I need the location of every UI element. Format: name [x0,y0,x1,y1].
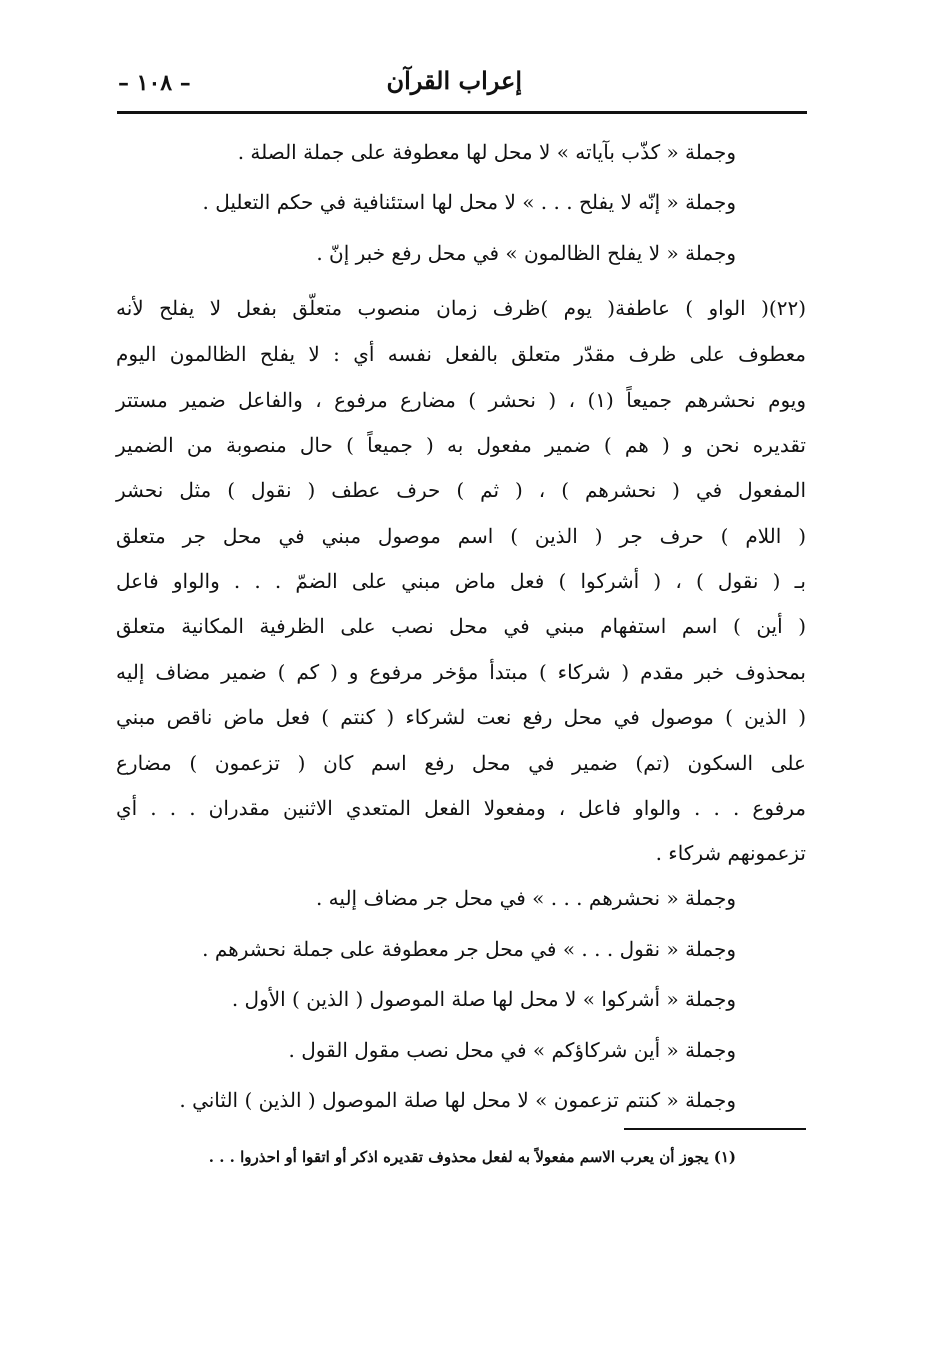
sentences-top [136,140,736,290]
paragraph-line: معطوف على ظرف مقدّر متعلق بالفعل نفسه أي : لا يفلح الظالمون اليوم [116,342,806,366]
sentence-line: وجملة « نحشرهم . . . » في محل جر مضاف إليه . [315,886,736,910]
paragraph-line: (٢٢)( الواو ) عاطفة( يوم )ظرف زمان منصوب متعلّق بفعل لا يفلح لأنه [116,296,806,320]
paragraph-line: تقديره نحن و ( هم ) ضمير مفعول به ( جميعاً ) حال منصوبة من الضمير [116,433,806,457]
sentence-line: وجملة « نقول . . . » في محل جر معطوفة على جملة نحشرهم . [202,937,736,961]
footnote-rule [624,1128,806,1130]
analysis-paragraph [116,296,806,876]
paragraph-line: ( الذين ) موصول في محل رفع نعت لشركاء ( كنتم ) فعل ماض ناقص مبني [116,705,806,729]
paragraph-line: ( أين ) اسم استفهام مبني في محل نصب على الظرفية المكانية متعلق [116,614,806,638]
paragraph-line: بمحذوف خبر مقدم ( شركاء ) مبتدأ مؤخر مرفوع و ( كم ) ضمير مضاف إليه [116,660,806,684]
header-rule [117,111,807,114]
paragraph-line: على السكون (تم) ضمير في محل رفع اسم كان ( تزعمون ) مضارع [116,751,806,775]
sentence-line: وجملة « لا يفلح الظالمون » في محل رفع خبر إنّ . [316,241,736,265]
sentences-bottom [136,886,736,1116]
page-header [118,64,806,108]
sentence-line: وجملة « كذّب بآياته » لا محل لها معطوفة على جملة الصلة . [237,140,736,164]
footnote: (١) يجوز أن يعرب الاسم مفعولاً به لفعل محذوف تقديره اذكر أو اتقوا أو احذروا . . . [208,1148,736,1166]
paragraph-line: ( اللام ) حرف جر ( الذين ) اسم موصول مبني في محل جر متعلق [116,524,806,548]
running-title: إعراب القرآن [386,66,522,95]
paragraph-line: ويوم نحشرهم جميعاً (١) ، ( نحشر ) مضارع مرفوع ، والفاعل ضمير مستتر [116,388,807,412]
paragraph-line: تزعمونهم شركاء . [655,841,806,865]
paragraph-line: المفعول في ( نحشرهم ) ، ( ثم ) حرف عطف ( نقول ) مثل نحشر [116,478,806,502]
sentence-line: وجملة « كنتم تزعمون » لا محل لها صلة الموصول ( الذين ) الثاني . [179,1088,736,1112]
sentence-line: وجملة « إنّه لا يفلح . . . » لا محل لها استئنافية في حكم التعليل . [202,190,736,214]
sentence-line: وجملة « أشركوا » لا محل لها صلة الموصول ( الذين ) الأول . [231,987,736,1011]
paragraph-line: بـ ( نقول ) ، ( أشركوا ) فعل ماض مبني على الضمّ . . . والواو فاعل [116,569,806,593]
page-number: – ١٠٨ – [118,70,191,96]
paragraph-line: مرفوع . . . والواو فاعل ، ومفعولا الفعل المتعدي الاثنين مقدران . . . أي [116,796,806,820]
sentence-line: وجملة « أين شركاؤكم » في محل نصب مقول القول . [288,1038,736,1062]
